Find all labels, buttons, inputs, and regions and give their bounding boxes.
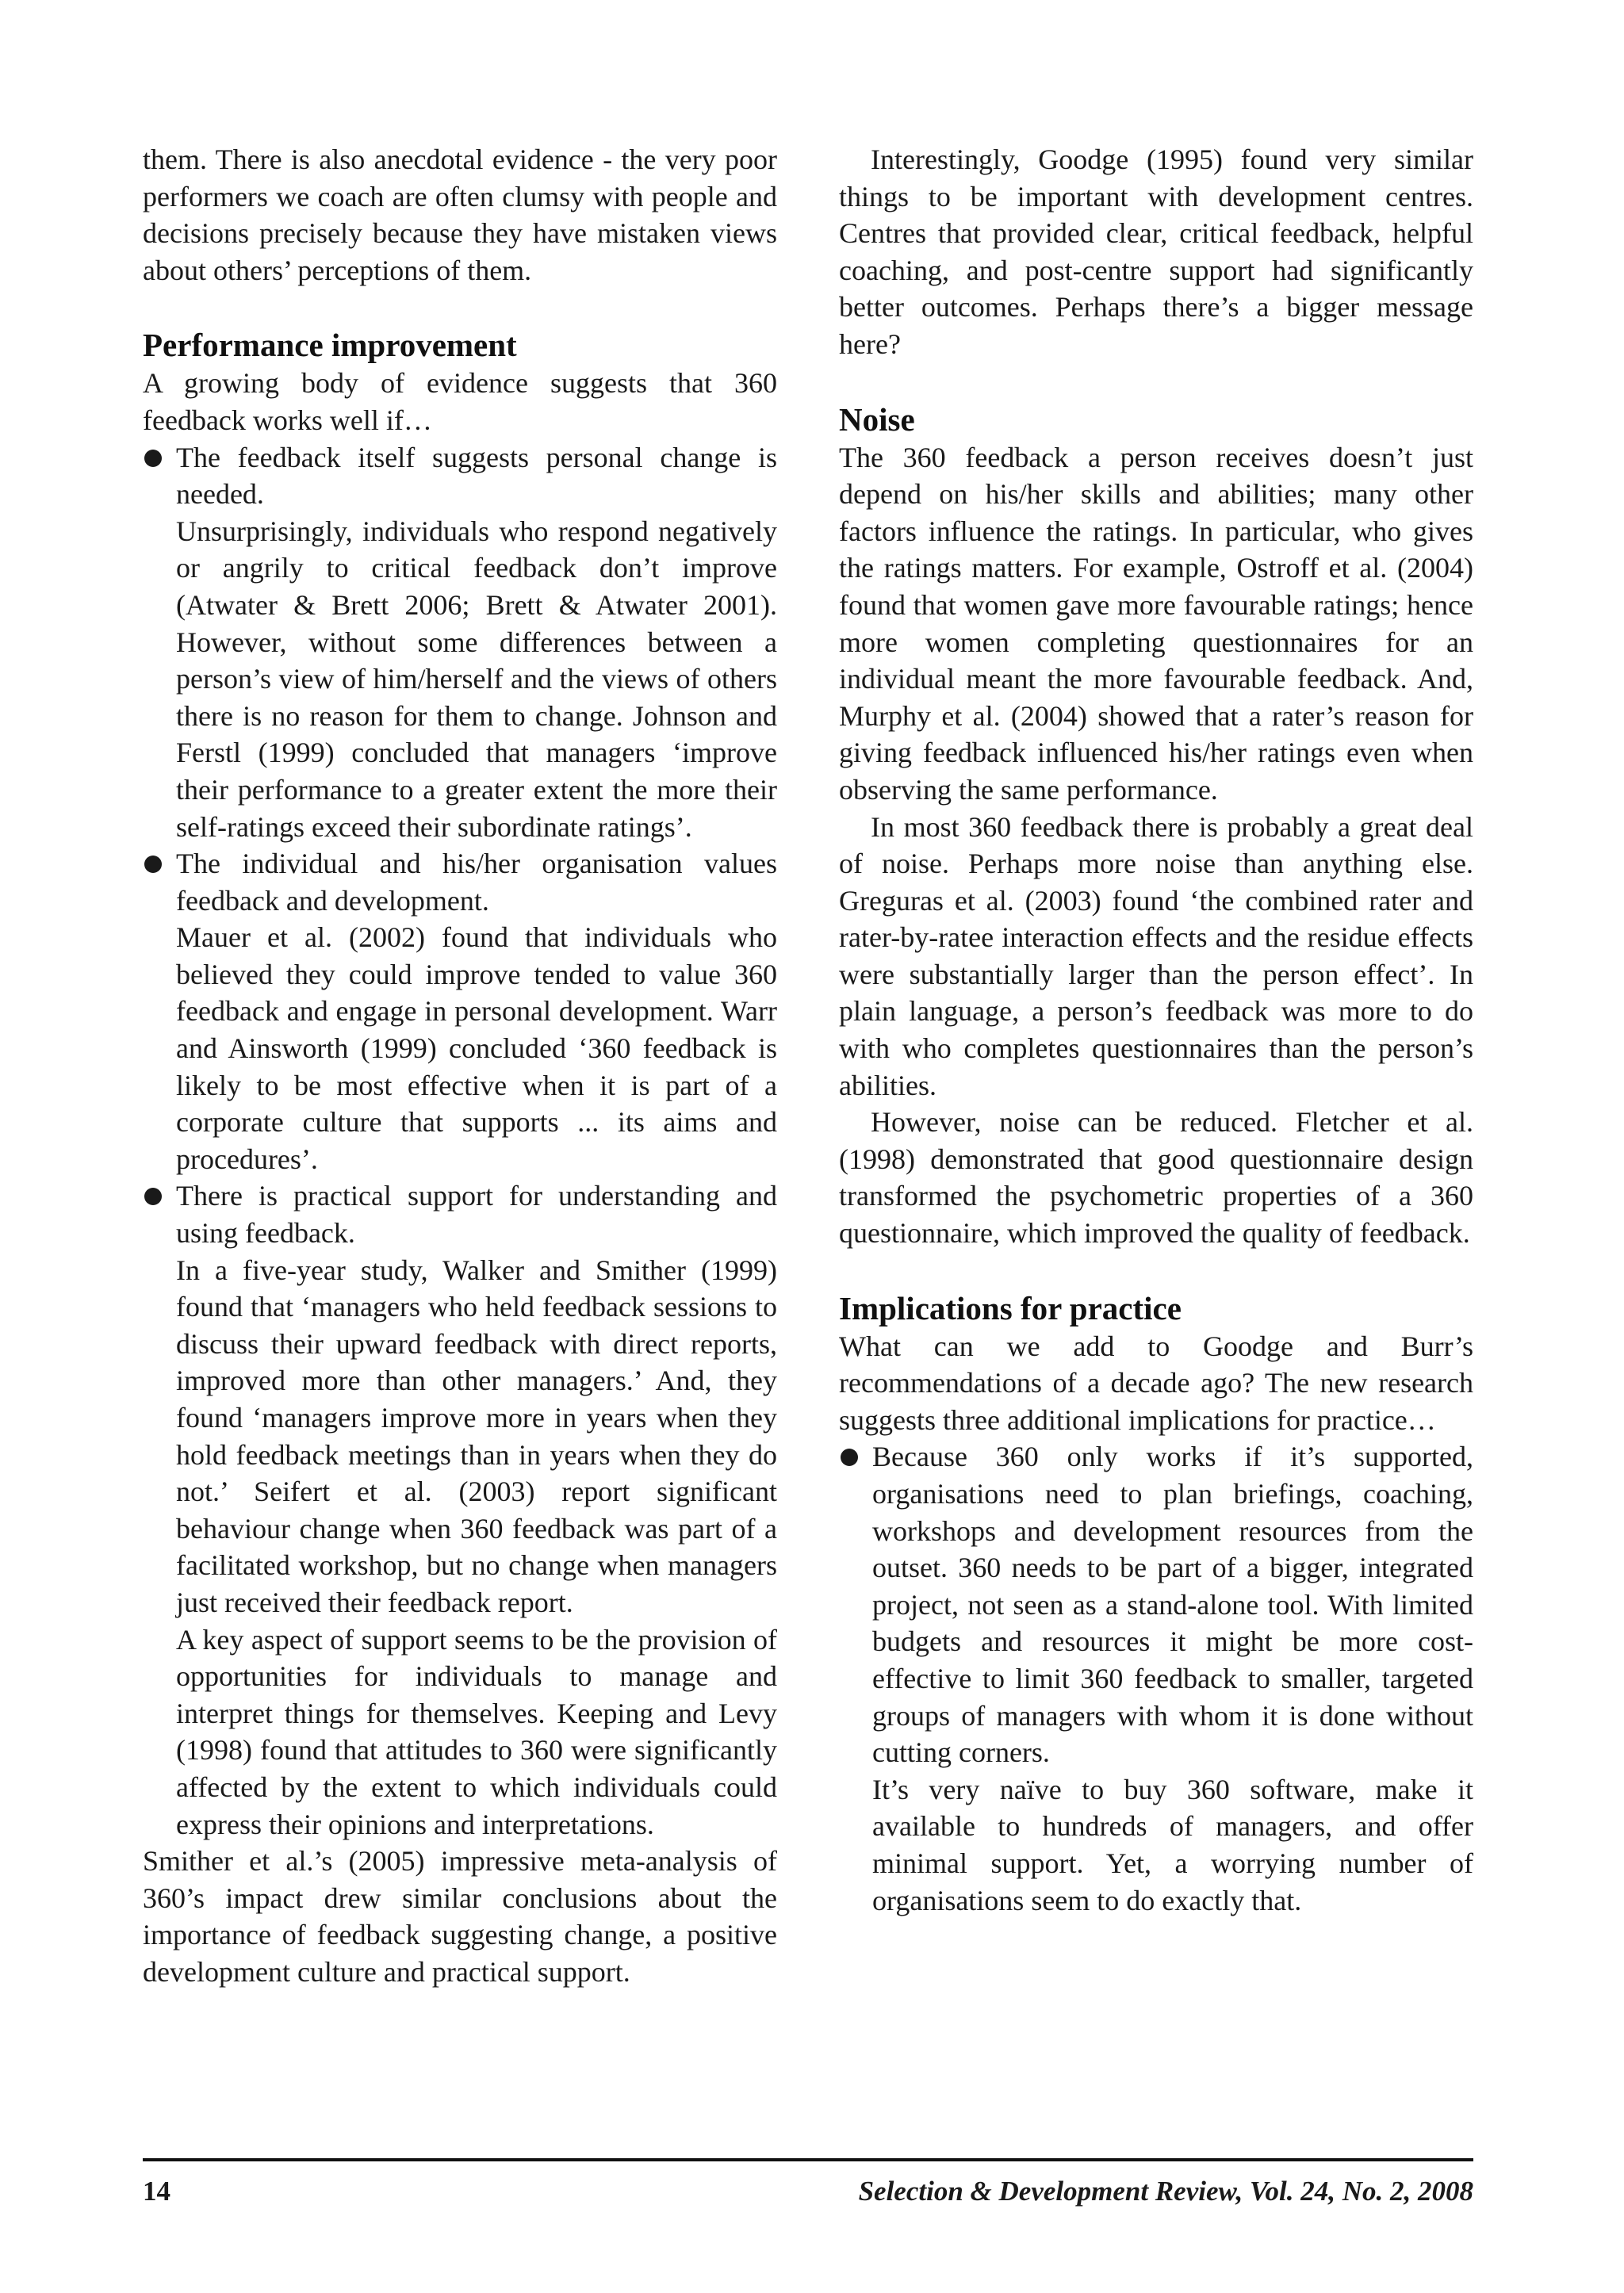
bullet-detail: In a five-year study, Walker and Smither (1999) found that ‘managers who held feedback sessions to discuss their upward feedback with direct reports, improved more than other managers.’ And, they found ‘managers improve more in years when they hold feedback meetings than in years when they do not.’ Seifert et al. (2003) report significant behaviour change when 360 feedback was part of a facilitated workshop, but no change when managers just received their feedback report. (176, 1254, 777, 1618)
bullet-detail: It’s very naïve to buy 360 software, make it available to hundreds of managers, and offer minimal support. Yet, a worrying number of organisations seem to do exactly that. (872, 1773, 1473, 1916)
goodge-paragraph: Interestingly, Goodge (1995) found very similar things to be important with development centres. Centres that provided clear, critical feedback, helpful coaching, and post-centre support had significantly better outcomes. Perhaps there’s a bigger message here? (839, 144, 1473, 360)
left-column (143, 141, 777, 1991)
smither-paragraph: Smither et al.’s (2005) impressive meta-analysis of 360’s impact drew similar conclusions about the importance of feedback suggesting change, a positive development culture and practical support. (143, 1845, 777, 1988)
footer-rule (143, 2158, 1473, 2161)
bullet-item-organisation-values (143, 845, 777, 1177)
bullet-detail: Unsurprisingly, individuals who respond negatively or angrily to critical feedback don’t improve (Atwater & Brett 2006; Brett & Atwater 2001). However, without some differences between a person’s view of him/herself and the views of others there is no reason for them to change. Johnson and Ferstl (1999) concluded that managers ‘improve their performance to a greater extent the more their self-ratings exceed their subordinate ratings’. (176, 515, 777, 843)
heading-noise: Noise (839, 400, 915, 438)
bullet-item-personal-change (143, 439, 777, 846)
noise-paragraph-3: However, noise can be reduced. Fletcher et al. (1998) demonstrated that good questionnaire design transformed the psychometric properties of a 360 questionnaire, which improved the quality of feedback. (839, 1106, 1473, 1250)
implications-bullet-list (839, 1438, 1473, 1919)
implications-intro-paragraph: What can we add to Goodge and Burr’s recommendations of a decade ago? The new research suggests three additional implications for practice… (839, 1330, 1473, 1436)
page-number: 14 (143, 2176, 170, 2207)
bullet-detail: A key aspect of support seems to be the provision of opportunities for individuals to manage and interpret things for themselves. Keeping and Levy (1998) found that attitudes to 360 were significantly affected by the extent to which individuals could express their opinions and interpretations. (176, 1623, 777, 1840)
right-column (839, 141, 1473, 1919)
performance-intro-paragraph: A growing body of evidence suggests that 360 feedback works well if… (143, 367, 777, 436)
bullet-detail: Mauer et al. (2002) found that individuals who believed they could improve tended to value 360 feedback and engage in personal development. Warr and Ainsworth (1999) concluded ‘360 feedback is likely to be most effective when it is part of a corporate culture that supports ... its aims and procedures’. (176, 921, 777, 1175)
heading-performance-improvement: Performance improvement (143, 327, 517, 364)
performance-bullet-list (143, 439, 777, 1843)
noise-paragraph-2: In most 360 feedback there is probably a great deal of noise. Perhaps more noise than anything else. Greguras et al. (2003) found ‘the combined rater and rater-by-ratee interaction effects and the residue effects were substantially larger than the person effect’. In plain language, a person’s feedback was more to do with who completes questionnaires than the person’s abilities. (839, 810, 1473, 1101)
heading-implications-for-practice: Implications for practice (839, 1289, 1182, 1326)
bullet-lead: The feedback itself suggests personal change is needed. (176, 441, 777, 511)
noise-paragraph-1: The 360 feedback a person receives doesn’t just depend on his/her skills and abilities; many other factors influence the ratings. In particular, who gives the ratings matters. For example, Ostroff et al. (2004) found that women gave more favourable ratings; hence more women completing questionnaires for an individual meant the more favourable feedback. And, Murphy et al. (2004) showed that a rater’s reason for giving feedback influenced his/her ratings even when observing the same performance. (839, 441, 1473, 806)
bullet-lead: Because 360 only works if it’s supported, organisations need to plan briefings, coaching, workshops and development resources from the outset. 360 needs to be part of a bigger, integrated project, not seen as a stand-alone tool. With limited budgets and resources it might be more cost-effective to limit 360 feedback to smaller, targeted groups of managers with whom it is done without cutting corners. (872, 1441, 1473, 1769)
bullet-item-supported-360 (839, 1438, 1473, 1919)
bullet-lead: There is practical support for understanding and using feedback. (176, 1180, 777, 1250)
journal-citation: Selection & Development Review, Vol. 24, No. 2, 2008 (858, 2176, 1473, 2207)
bullet-item-practical-support (143, 1177, 777, 1843)
intro-paragraph: them. There is also anecdotal evidence - the very poor performers we coach are often clumsy with people and decisions precisely because they have mistaken views about others’ perceptions of them. (143, 144, 777, 286)
bullet-lead: The individual and his/her organisation values feedback and development. (176, 848, 777, 917)
